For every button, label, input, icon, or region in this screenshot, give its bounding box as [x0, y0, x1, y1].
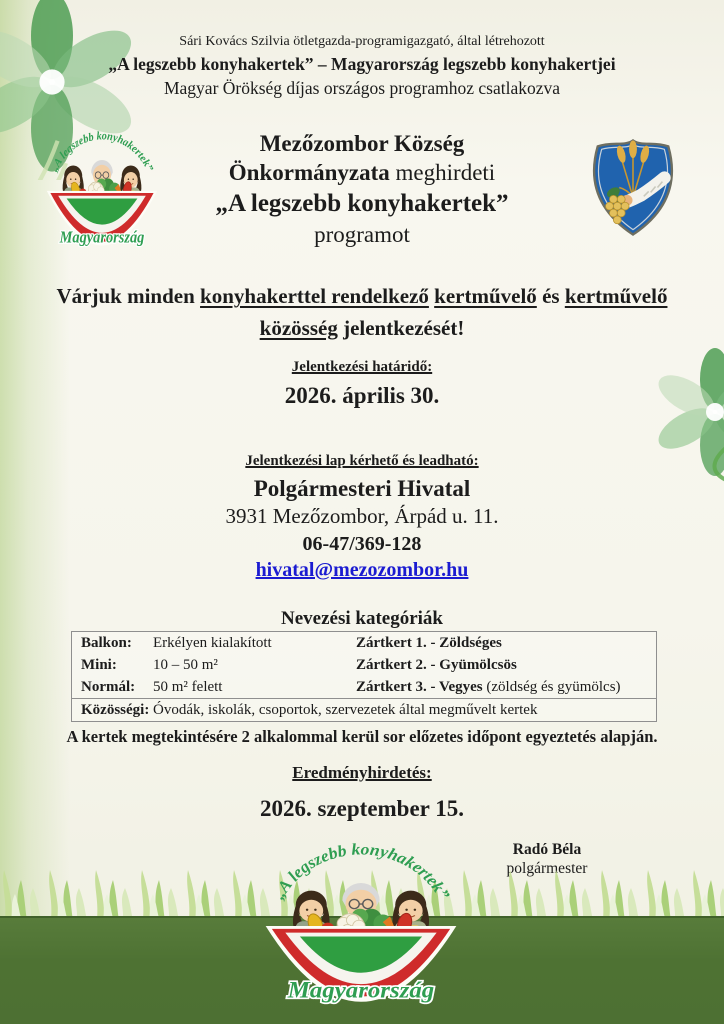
results-label: Eredményhirdetés: — [292, 763, 432, 782]
invitation-post: jelentkezését! — [337, 315, 465, 340]
contact-office: Polgármesteri Hivatal — [253, 475, 471, 501]
contact-address: 3931 Mezőzombor, Árpád u. 11. — [225, 504, 499, 529]
category-label: Normál: — [81, 678, 136, 695]
invitation-underline2: kertművelő — [434, 284, 537, 308]
announcement-program-word: programot — [314, 221, 410, 247]
viewing-note: A kertek megtekintésére 2 alkalommal kerül sor előzetes időpont egyeztetés alapján. — [66, 727, 658, 746]
signature-name: Radó Béla — [512, 841, 582, 858]
category-desc: 10 – 50 m² — [153, 656, 218, 673]
category-label: Balkon: — [81, 634, 132, 651]
header-originator: Sári Kovács Szilvia ötletgazda-programigazgató, által létrehozott — [179, 34, 545, 49]
deadline-date: 2026. április 30. — [284, 383, 440, 408]
invitation-underline3: kertművelő közösség — [259, 284, 668, 340]
announcement-block — [0, 129, 724, 249]
invitation-underline1: konyhakerttel rendelkező — [200, 284, 429, 308]
program-logo-bottom — [247, 822, 475, 1008]
results-date: 2026. szeptember 15. — [260, 796, 464, 821]
category-right-rest: (zöldség és gyümölcs) — [482, 678, 621, 695]
contact-phone: 06-47/369-128 — [302, 532, 422, 555]
announcement-program-name: „A legszebb konyhakertek” — [215, 189, 509, 217]
category-right-bold: Zártkert 2. - Gyümölcsös — [356, 656, 517, 673]
contact-label: Jelentkezési lap kérhető és leadható: — [245, 453, 479, 469]
category-label: Mini: — [81, 656, 117, 673]
invitation-text — [0, 281, 724, 344]
invitation-sep2: és — [536, 284, 565, 308]
table-row — [72, 698, 656, 721]
category-desc: Óvodák, iskolák, csoportok, szervezetek által megművelt kertek — [153, 701, 538, 718]
announcement-municipality: Mezőzombor Község — [259, 131, 465, 156]
header-block — [0, 34, 724, 99]
header-heritage-line: Magyar Örökség díjas országos programhoz csatlakozva — [163, 78, 561, 98]
category-desc: 50 m² felett — [153, 678, 223, 695]
deadline-block — [0, 359, 724, 409]
announcement-government: Önkormányzata — [228, 160, 390, 186]
category-right — [356, 679, 650, 696]
category-label: Közösségi: — [81, 701, 150, 718]
categories-table — [71, 631, 657, 722]
category-right — [356, 657, 650, 674]
contact-email-link[interactable]: hivatal@mezozombor.hu — [255, 558, 469, 581]
table-row — [72, 632, 656, 654]
table-row — [72, 654, 656, 676]
announcement-announces: meghirdeti — [389, 160, 496, 186]
deadline-label: Jelentkezési határidő: — [291, 359, 433, 375]
category-desc: Erkélyen kialakított — [153, 634, 272, 651]
header-program-name: „A legszebb konyhakertek” – Magyarország legszebb konyhakertjei — [108, 54, 616, 74]
category-right-bold: Zártkert 1. - Zöldséges — [356, 634, 502, 651]
categories-title: Nevezési kategóriák — [281, 608, 443, 629]
results-block — [0, 763, 724, 822]
table-row — [72, 676, 656, 698]
announcement-line2 — [0, 158, 724, 187]
invitation-pre: Várjuk minden — [56, 284, 201, 308]
contact-block — [0, 452, 724, 583]
category-right-bold: Zártkert 3. - Vegyes — [356, 678, 483, 695]
category-right — [356, 635, 650, 652]
